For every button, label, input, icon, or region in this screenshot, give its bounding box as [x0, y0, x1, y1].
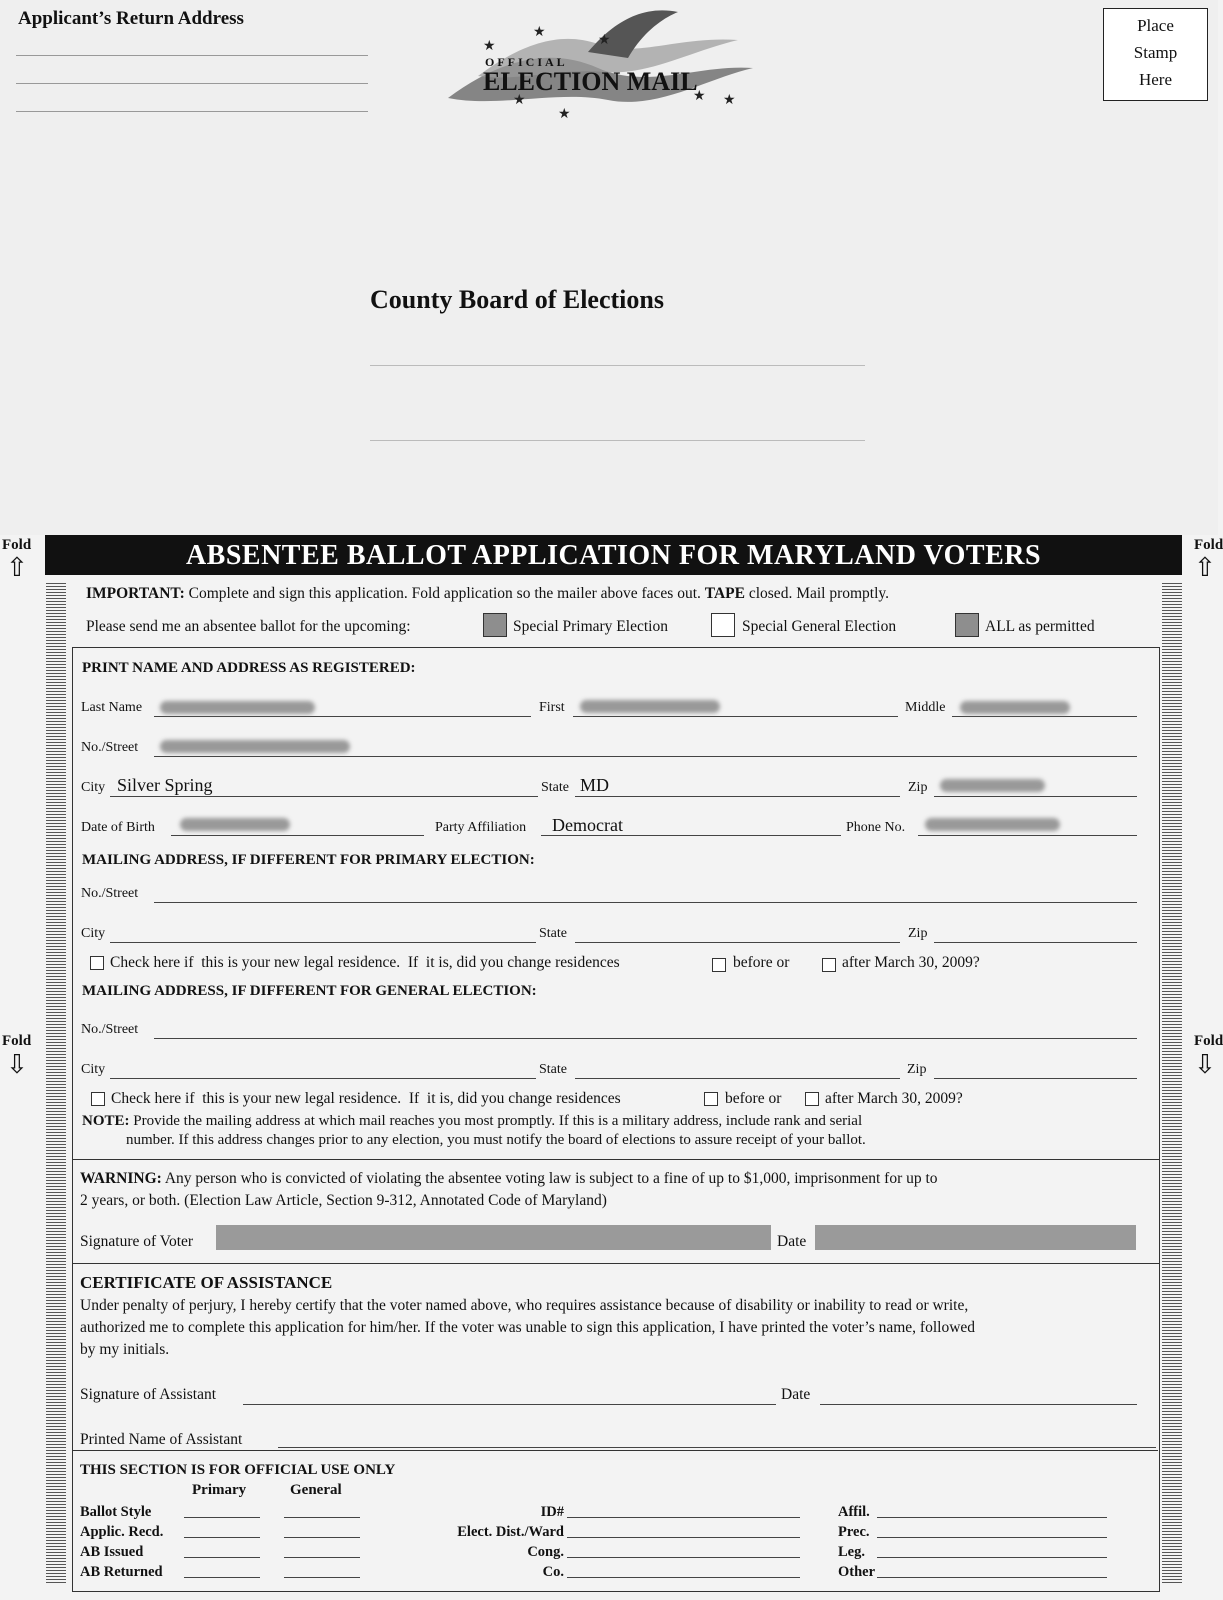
- middle-name-redacted: [960, 701, 1070, 714]
- leg-field[interactable]: [877, 1557, 1107, 1558]
- all-as-permitted-label: ALL as permitted: [985, 618, 1095, 635]
- all-as-permitted-checkbox[interactable]: [955, 613, 979, 637]
- co-field[interactable]: [567, 1577, 800, 1578]
- important-text-b: closed. Mail promptly.: [748, 585, 890, 602]
- return-address-line-3[interactable]: [16, 111, 368, 112]
- official-left-rows: [80, 1502, 163, 1582]
- general-before-checkbox[interactable]: [704, 1092, 718, 1106]
- dob-label: Date of Birth: [81, 820, 155, 835]
- ab-returned-primary-field[interactable]: [184, 1577, 260, 1578]
- ballot-style-label: Ballot Style: [80, 1504, 152, 1520]
- general-state-label: State: [539, 1062, 567, 1077]
- assistance-text: [80, 1295, 975, 1361]
- official-right-rows: [838, 1502, 875, 1582]
- fold-label-mid-right: Fold: [1194, 1033, 1223, 1049]
- tape-label: TAPE: [704, 585, 745, 602]
- svg-text:★: ★: [513, 92, 526, 108]
- last-name-label: Last Name: [81, 700, 143, 715]
- city-field[interactable]: [110, 796, 538, 797]
- phone-field[interactable]: [918, 835, 1137, 836]
- applic-recd-primary-field[interactable]: [184, 1537, 260, 1538]
- general-zip-label: Zip: [907, 1062, 927, 1077]
- important-line: [86, 585, 889, 603]
- prec-field[interactable]: [877, 1537, 1107, 1538]
- official-mid-rows: [388, 1502, 564, 1582]
- state-field[interactable]: [575, 796, 900, 797]
- fold-up-arrow-icon: ⇧: [1194, 553, 1216, 583]
- applic-recd-label: Applic. Recd.: [80, 1524, 164, 1540]
- fold-down-arrow-icon: ⇩: [6, 1050, 28, 1080]
- logo-line1: OFFICIAL: [485, 55, 568, 69]
- zip-redacted: [940, 779, 1045, 792]
- applic-recd-general-field[interactable]: [284, 1537, 360, 1538]
- assistance-text-3: by my initials.: [80, 1341, 170, 1358]
- special-primary-checkbox[interactable]: [483, 613, 507, 637]
- fold-label-mid-left: Fold: [2, 1033, 32, 1049]
- primary-before-label: before or: [733, 954, 790, 971]
- send-prompt: Please send me an absentee ballot for the upcoming:: [86, 618, 411, 635]
- assistant-printed-name-field[interactable]: [278, 1447, 1156, 1448]
- primary-street-label: No./Street: [81, 886, 139, 901]
- phone-redacted: [925, 818, 1060, 831]
- assistance-text-1: Under penalty of perjury, I hereby certify that the voter named above, who requires assistance because of disability or inability to read or write,: [80, 1297, 969, 1314]
- primary-after-checkbox[interactable]: [822, 958, 836, 972]
- general-residence-text: Check here if this is your new legal residence. If it is, did you change residences: [111, 1090, 621, 1107]
- assistant-date-label: Date: [781, 1386, 811, 1403]
- return-address-label: Applicant’s Return Address: [18, 8, 244, 29]
- co-label: Co.: [542, 1564, 564, 1580]
- general-city-label: City: [81, 1062, 106, 1077]
- svg-text:★: ★: [598, 32, 611, 48]
- svg-text:★: ★: [723, 92, 736, 108]
- leg-label: Leg.: [838, 1544, 865, 1560]
- first-name-redacted: [580, 700, 720, 713]
- general-state-field[interactable]: [575, 1078, 900, 1079]
- envelope-panel: [0, 0, 1218, 535]
- zip-label: Zip: [908, 780, 928, 795]
- id-label: ID#: [540, 1504, 564, 1520]
- primary-city-label: City: [81, 926, 106, 941]
- warning-text-2: 2 years, or both. (Election Law Article, Section 9-312, Annotated Code of Maryland): [80, 1192, 607, 1209]
- warning-block: [80, 1168, 938, 1212]
- elect-dist-field[interactable]: [567, 1537, 800, 1538]
- general-before-label: before or: [725, 1090, 782, 1107]
- col-primary-label: Primary: [192, 1482, 247, 1498]
- primary-state-label: State: [539, 926, 567, 941]
- ab-issued-general-field[interactable]: [284, 1557, 360, 1558]
- assistant-printed-name-label: Printed Name of Assistant: [80, 1431, 243, 1448]
- col-general-label: General: [290, 1482, 342, 1498]
- fold-label-top-left: Fold: [2, 537, 32, 553]
- svg-text:★: ★: [693, 88, 706, 104]
- general-residence-checkbox[interactable]: [91, 1092, 105, 1106]
- official-election-mail-logo: [438, 6, 768, 126]
- voter-signature-field[interactable]: [216, 1225, 771, 1250]
- last-name-field[interactable]: [154, 716, 531, 717]
- divider: [72, 1263, 1160, 1264]
- left-perforation-strip: [46, 583, 66, 1583]
- general-zip-field[interactable]: [934, 1078, 1137, 1079]
- dob-redacted: [180, 818, 290, 831]
- general-after-label: after March 30, 2009?: [825, 1090, 963, 1107]
- svg-text:★: ★: [483, 38, 496, 54]
- dob-field[interactable]: [171, 835, 424, 836]
- general-street-label: No./Street: [81, 1022, 139, 1037]
- note-text-1: Provide the mailing address at which mail reaches you most promptly. If this is a military address, include rank and serial: [133, 1113, 863, 1129]
- first-label: First: [539, 700, 565, 715]
- fold-label-top-right: Fold: [1194, 537, 1223, 553]
- assistant-signature-label: Signature of Assistant: [80, 1386, 217, 1403]
- street-label: No./Street: [81, 740, 139, 755]
- city-value: Silver Spring: [117, 775, 213, 795]
- svg-text:★: ★: [558, 106, 571, 122]
- primary-city-field[interactable]: [110, 942, 536, 943]
- stamp-line1: Place: [1137, 16, 1174, 35]
- primary-mailing-heading: MAILING ADDRESS, IF DIFFERENT FOR PRIMARY ELECTION:: [82, 852, 535, 868]
- city-label: City: [81, 780, 106, 795]
- important-text-a: Complete and sign this application. Fold application so the mailer above faces out.: [188, 585, 701, 602]
- fold-up-arrow-icon: ⇧: [6, 553, 28, 583]
- special-general-checkbox[interactable]: [711, 613, 735, 637]
- last-name-redacted: [160, 701, 315, 714]
- assistance-heading: CERTIFICATE OF ASSISTANCE: [80, 1273, 333, 1292]
- svg-text:★: ★: [533, 24, 546, 40]
- first-name-field[interactable]: [573, 716, 898, 717]
- zip-field[interactable]: [934, 796, 1137, 797]
- other-field[interactable]: [877, 1577, 1107, 1578]
- important-label: IMPORTANT:: [86, 585, 185, 602]
- phone-label: Phone No.: [846, 820, 906, 835]
- recipient-title: County Board of Elections: [370, 285, 664, 314]
- divider: [72, 1159, 1160, 1160]
- fold-down-arrow-icon: ⇩: [1194, 1050, 1216, 1080]
- return-address-line-1[interactable]: [16, 55, 368, 56]
- other-label: Other: [838, 1564, 876, 1580]
- middle-name-field[interactable]: [952, 716, 1137, 717]
- ab-returned-label: AB Returned: [80, 1564, 163, 1580]
- right-perforation-strip: [1162, 583, 1182, 1583]
- middle-label: Middle: [905, 700, 946, 715]
- affil-label: Affil.: [838, 1504, 870, 1520]
- ballot-style-primary-field[interactable]: [184, 1517, 260, 1518]
- assistance-text-2: authorized me to complete this application for him/her. If the voter was unable to sign this application, I have printed the voter’s name, followed: [80, 1319, 976, 1336]
- form-title: ABSENTEE BALLOT APPLICATION FOR MARYLAND VOTERS: [185, 540, 1042, 571]
- state-value: MD: [580, 775, 610, 795]
- warning-label: WARNING:: [80, 1170, 162, 1187]
- official-heading: THIS SECTION IS FOR OFFICIAL USE ONLY: [80, 1462, 396, 1478]
- cong-field[interactable]: [567, 1557, 800, 1558]
- party-value: Democrat: [552, 815, 623, 835]
- voter-date-label: Date: [777, 1233, 807, 1250]
- party-field[interactable]: [541, 835, 841, 836]
- note-text-2: number. If this address changes prior to any election, you must notify the board of elections to assure receipt of your ballot.: [126, 1132, 866, 1148]
- general-city-field[interactable]: [110, 1078, 536, 1079]
- ab-issued-label: AB Issued: [80, 1544, 144, 1560]
- party-label: Party Affiliation: [435, 820, 527, 835]
- voter-date-field[interactable]: [815, 1225, 1136, 1250]
- stamp-line2: Stamp: [1133, 43, 1178, 62]
- id-field[interactable]: [567, 1517, 800, 1518]
- assistant-signature-field[interactable]: [243, 1404, 776, 1405]
- logo-line2: ELECTION MAIL: [483, 67, 698, 96]
- primary-zip-field[interactable]: [934, 942, 1137, 943]
- general-after-checkbox[interactable]: [805, 1092, 819, 1106]
- street-redacted: [160, 740, 350, 753]
- recipient-address-line-2[interactable]: [370, 440, 865, 441]
- stamp-line3: Here: [1138, 70, 1173, 89]
- affil-field[interactable]: [877, 1517, 1107, 1518]
- ballot-style-general-field[interactable]: [284, 1517, 360, 1518]
- primary-residence-checkbox[interactable]: [90, 956, 104, 970]
- primary-zip-label: Zip: [908, 926, 928, 941]
- primary-state-field[interactable]: [575, 942, 900, 943]
- prec-label: Prec.: [838, 1524, 870, 1540]
- primary-before-checkbox[interactable]: [712, 958, 726, 972]
- ab-returned-general-field[interactable]: [284, 1577, 360, 1578]
- warning-text-1: Any person who is convicted of violating the absentee voting law is subject to a fine of up to $1,000, imprisonment for up to: [164, 1170, 938, 1187]
- voter-signature-label: Signature of Voter: [80, 1233, 194, 1250]
- form-title-bar: [45, 535, 1182, 575]
- street-field[interactable]: [154, 756, 1137, 757]
- general-mailing-heading: MAILING ADDRESS, IF DIFFERENT FOR GENERAL ELECTION:: [82, 983, 537, 999]
- special-general-label: Special General Election: [742, 618, 897, 635]
- assistant-date-field[interactable]: [820, 1404, 1137, 1405]
- ab-issued-primary-field[interactable]: [184, 1557, 260, 1558]
- recipient-address-line-1[interactable]: [370, 365, 865, 366]
- general-street-field[interactable]: [154, 1038, 1137, 1039]
- special-primary-label: Special Primary Election: [513, 618, 668, 635]
- state-label: State: [541, 780, 569, 795]
- primary-after-label: after March 30, 2009?: [842, 954, 980, 971]
- cong-label: Cong.: [527, 1544, 564, 1560]
- stamp-box: [1103, 8, 1208, 101]
- elect-dist-label: Elect. Dist./Ward: [457, 1524, 564, 1540]
- primary-residence-text: Check here if this is your new legal residence. If it is, did you change residences: [110, 954, 620, 971]
- note-block: [82, 1112, 866, 1150]
- registered-heading: PRINT NAME AND ADDRESS AS REGISTERED:: [82, 660, 416, 676]
- primary-street-field[interactable]: [154, 902, 1137, 903]
- return-address-line-2[interactable]: [16, 83, 368, 84]
- note-label: NOTE:: [82, 1113, 130, 1129]
